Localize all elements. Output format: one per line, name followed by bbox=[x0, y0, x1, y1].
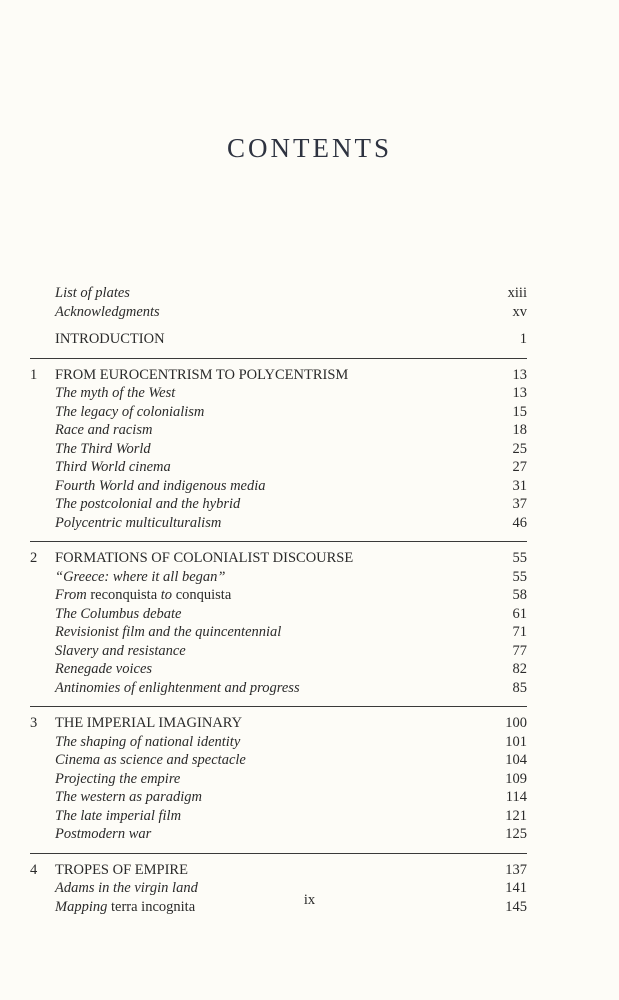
section-page: 141 bbox=[505, 880, 527, 896]
section-entry bbox=[0, 403, 619, 422]
section-entry bbox=[0, 440, 619, 459]
chapter-entry bbox=[0, 366, 619, 385]
chapter-number: 3 bbox=[30, 715, 38, 731]
chapter-page: 100 bbox=[505, 715, 527, 731]
section-entry bbox=[0, 586, 619, 605]
section-entry bbox=[0, 605, 619, 624]
section-title: Third World cinema bbox=[55, 459, 171, 475]
section-title: The postcolonial and the hybrid bbox=[55, 496, 241, 512]
section-title: Race and racism bbox=[55, 422, 153, 438]
section-title: The legacy of colonialism bbox=[55, 403, 205, 420]
section-title bbox=[55, 586, 231, 605]
chapter-entry bbox=[0, 714, 619, 733]
section-page: 18 bbox=[512, 422, 527, 438]
table-of-contents bbox=[0, 284, 619, 916]
section-page: 71 bbox=[512, 624, 527, 640]
section-entry bbox=[0, 421, 619, 440]
section-title: Polycentric multiculturalism bbox=[55, 514, 222, 531]
section-entry bbox=[0, 679, 619, 698]
section-page: 101 bbox=[505, 733, 527, 750]
section-entry bbox=[0, 770, 619, 789]
section-title: The Columbus debate bbox=[55, 605, 182, 622]
chapter-page: 55 bbox=[512, 550, 527, 566]
section-title: The shaping of national identity bbox=[55, 733, 241, 750]
chapter-entry bbox=[0, 861, 619, 880]
section-title: The western as paradigm bbox=[55, 789, 203, 805]
section-page: 125 bbox=[505, 826, 527, 842]
section-entry bbox=[0, 458, 619, 477]
entry-title: List of plates bbox=[55, 285, 130, 301]
section-page: 55 bbox=[512, 568, 527, 585]
section-entry bbox=[0, 825, 619, 844]
section-page: 114 bbox=[505, 789, 527, 805]
section-title: Antinomies of enlightenment and progress bbox=[55, 679, 300, 696]
section-page: 58 bbox=[512, 587, 527, 603]
front-matter-entry bbox=[0, 330, 619, 349]
section-entry bbox=[0, 660, 619, 679]
section-title: “Greece: where it all began” bbox=[55, 568, 226, 585]
section-entry bbox=[0, 807, 619, 826]
section-title-part: terra incognita bbox=[107, 898, 196, 915]
chapter-page: 137 bbox=[505, 861, 527, 878]
section-entry bbox=[0, 642, 619, 661]
chapter-entry bbox=[0, 549, 619, 568]
section-page: 145 bbox=[505, 898, 527, 915]
section-page: 25 bbox=[512, 440, 527, 457]
section-page: 85 bbox=[512, 679, 527, 696]
section-entry bbox=[0, 623, 619, 642]
chapter-title: FORMATIONS OF COLONIALIST DISCOURSE bbox=[55, 550, 354, 566]
chapter-title: FROM EUROCENTRISM TO POLYCENTRISM bbox=[55, 366, 349, 383]
chapter-number: 4 bbox=[30, 861, 38, 878]
section-title: Renegade voices bbox=[55, 661, 153, 677]
section-title-part: to bbox=[157, 587, 176, 603]
section-entry bbox=[0, 788, 619, 807]
section-title: The myth of the West bbox=[55, 385, 176, 401]
section-page: 37 bbox=[512, 496, 527, 512]
section-title: Fourth World and indigenous media bbox=[55, 477, 266, 494]
section-title: Revisionist film and the quincentennial bbox=[55, 624, 282, 640]
entry-title: INTRODUCTION bbox=[55, 331, 165, 347]
section-title: Cinema as science and spectacle bbox=[55, 752, 246, 768]
section-title: Adams in the virgin land bbox=[55, 880, 198, 896]
chapter-title: TROPES OF EMPIRE bbox=[55, 861, 188, 878]
section-page: 61 bbox=[512, 605, 527, 622]
section-entry bbox=[0, 384, 619, 403]
section-entry bbox=[0, 514, 619, 533]
section-page: 46 bbox=[512, 514, 527, 531]
section-page: 31 bbox=[512, 477, 527, 494]
section-page: 82 bbox=[512, 661, 527, 677]
page-title: CONTENTS bbox=[227, 133, 392, 163]
section-title: The Third World bbox=[55, 440, 151, 457]
section-entry bbox=[0, 495, 619, 514]
page-number: ix bbox=[303, 892, 316, 908]
front-matter-entry bbox=[0, 303, 619, 322]
section-page: 121 bbox=[505, 807, 527, 824]
section-page: 77 bbox=[512, 642, 527, 659]
section-page: 104 bbox=[505, 752, 527, 768]
section-page: 13 bbox=[512, 385, 527, 401]
section-title-part: reconquista bbox=[90, 587, 158, 603]
section-entry bbox=[0, 477, 619, 496]
chapter-page: 13 bbox=[512, 366, 527, 383]
entry-page: xv bbox=[512, 303, 527, 320]
entry-page: 1 bbox=[519, 331, 527, 347]
entry-page: xiii bbox=[507, 285, 527, 301]
section-title-part: conquista bbox=[175, 587, 232, 603]
section-entry bbox=[0, 751, 619, 770]
section-title-part: Mapping bbox=[55, 898, 108, 915]
section-page: 15 bbox=[512, 403, 527, 420]
entry-title: Acknowledgments bbox=[55, 303, 160, 320]
section-entry bbox=[0, 733, 619, 752]
front-matter-entry bbox=[0, 284, 619, 303]
chapter-number: 2 bbox=[30, 550, 38, 566]
section-entry bbox=[0, 568, 619, 587]
section-title: Postmodern war bbox=[55, 826, 152, 842]
section-page: 27 bbox=[512, 459, 527, 475]
chapter-title: THE IMPERIAL IMAGINARY bbox=[55, 715, 243, 731]
section-page: 109 bbox=[505, 770, 527, 787]
section-title: Projecting the empire bbox=[55, 770, 181, 787]
section-title: Slavery and resistance bbox=[55, 642, 186, 659]
chapter-number: 1 bbox=[30, 366, 38, 383]
section-title-part: From bbox=[55, 587, 91, 603]
section-title: The late imperial film bbox=[55, 807, 182, 824]
